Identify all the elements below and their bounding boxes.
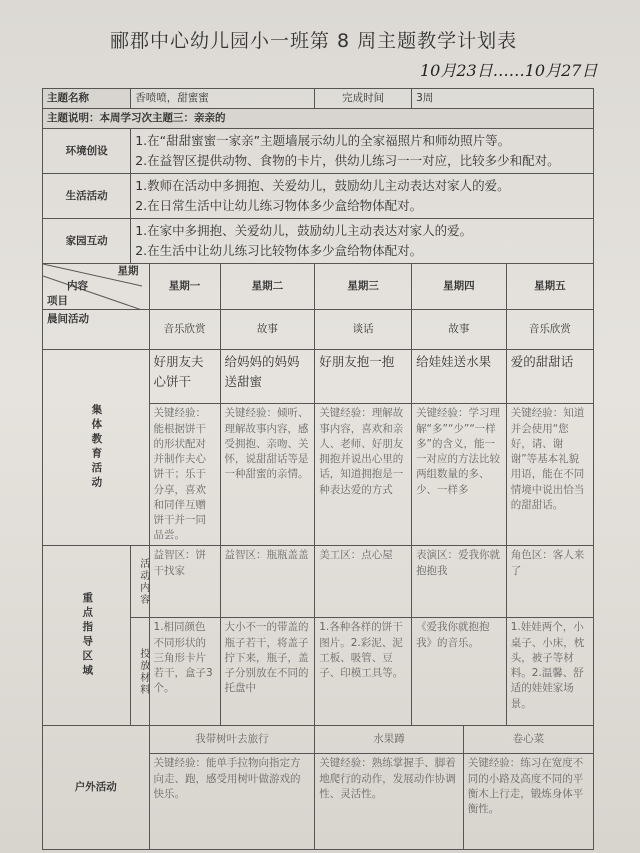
collective-title: 爱的甜甜话: [506, 350, 593, 404]
day-header: 星期一: [149, 264, 220, 310]
morning-item: 故事: [412, 310, 507, 350]
outdoor-name: 水果蹲: [315, 726, 463, 754]
outdoor-experience: 关键经验：熟练掌握手、脚着地爬行的动作，发展动作协调性、灵活性。: [315, 754, 463, 850]
diagonal-header: [43, 264, 150, 310]
theme-description: 主题说明：本周学习次主题三：亲亲的: [43, 109, 594, 129]
outdoor-label: 户外活动: [43, 726, 150, 850]
zone-material: 1.各种各样的饼干图片。2.彩泥、泥工板、吸管、豆子、印模工具等。: [315, 618, 412, 726]
outdoor-experience: 关键经验：能单手拉物向指定方向走、跑，感受用树叶做游戏的快乐。: [149, 754, 315, 850]
collective-experience: 关键经验：倾听、理解故事内容，感受拥抱、亲吻、关怀，说甜甜话等是一种甜蜜的亲情。: [220, 404, 315, 546]
collective-title: 给妈妈的妈妈送甜蜜: [220, 350, 315, 404]
theme-name-value: 香喷喷，甜蜜蜜: [131, 89, 315, 109]
morning-item: 音乐欣赏: [149, 310, 220, 350]
diag-item: 项目: [47, 295, 68, 308]
collective-experience: 关键经验：学习理解“多”“少”“一样多”的含义，能一一对应的方法比较两组数量的多、少、一样多: [412, 404, 507, 546]
collective-experience: 关键经验：理解故事内容，喜欢和亲人、老师、好朋友拥抱并说出心里的话，知道拥抱是一种表达爱的方式: [315, 404, 412, 546]
week-dates: 10月23日……10月27日: [420, 61, 598, 80]
zone-content: 角色区：客人来了: [506, 546, 593, 618]
env-label: 环境创设: [43, 129, 131, 174]
life-line: 1.教师在活动中多拥抱、关爱幼儿，鼓励幼儿主动表达对家人的爱。: [135, 178, 510, 194]
day-header: 星期四: [412, 264, 507, 310]
zone-material: 《爱我你就抱抱我》的音乐。: [412, 618, 507, 726]
plan-table: [42, 88, 594, 850]
collective-title: 给娃娃送水果: [412, 350, 507, 404]
zone-content: 表演区：爱我你就抱抱我: [412, 546, 507, 618]
life-line: 2.在日常生活中让幼儿练习物体多少盒给物体配对。: [135, 198, 423, 214]
home-label: 家园互动: [43, 219, 131, 264]
morning-item: 谈话: [315, 310, 412, 350]
env-content: [131, 129, 594, 174]
page-title: 郦郡中心幼儿园小一班第 8 周主题教学计划表: [110, 30, 518, 52]
morning-item: 音乐欣赏: [506, 310, 593, 350]
zones-material-label-cell: [131, 618, 149, 726]
time-label: 完成时间: [315, 89, 412, 109]
diag-weekday: 星期: [117, 265, 139, 278]
diag-content: 内容: [67, 280, 88, 293]
zones-label-cell: [43, 546, 131, 726]
zones-content-label: 活动内容: [137, 557, 149, 606]
home-content: [131, 219, 594, 264]
env-line: 2.在益智区提供动物、食物的卡片，供幼儿练习一一对应，比较多少和配对。: [135, 153, 560, 169]
collective-title: 好朋友夫心饼干: [149, 350, 220, 404]
theme-name-label: 主题名称: [43, 89, 131, 109]
outdoor-experience: 关键经验：练习在宽度不同的小路及高度不同的平衡木上行走，锻炼身体平衡性。: [463, 754, 593, 850]
zone-content: 美工区：点心屋: [315, 546, 412, 618]
life-content: [131, 174, 594, 219]
zone-content: 益智区：瓶瓶盖盖: [220, 546, 315, 618]
collective-experience: 关键经验：知道并会使用“您好，请、谢谢”等基本礼貌用语，能在不同情境中说出恰当的甜甜话。: [506, 404, 593, 546]
morning-item: 故事: [220, 310, 315, 350]
time-value: 3周: [412, 89, 594, 109]
zone-material: 1.相同颜色不同形状的三角形卡片若干，盒子3个。: [149, 618, 220, 726]
env-line: 1.在“甜甜蜜蜜一家亲”主题墙展示幼儿的全家福照片和师幼照片等。: [135, 133, 511, 149]
day-header: 星期五: [506, 264, 593, 310]
zones-label: 重点指导区域: [81, 592, 94, 680]
home-line: 2.在生活中让幼儿练习比较物体多少盒给物体配对。: [135, 243, 423, 259]
home-line: 1.在家中多拥抱、关爱幼儿，鼓励幼儿主动表达对家人的爱。: [135, 223, 473, 239]
collective-label-cell: [43, 350, 150, 546]
day-header: 星期二: [220, 264, 315, 310]
zone-content: 益智区：饼干找家: [149, 546, 220, 618]
outdoor-name: 卷心菜: [463, 726, 593, 754]
morning-label: 晨间活动: [43, 310, 150, 350]
outdoor-name: 我带树叶去旅行: [149, 726, 315, 754]
collective-experience: 关键经验：能根据饼干的形状配对并制作夫心饼干；乐于分享，喜欢和同伴互赠饼干并一同品尝。: [149, 404, 220, 546]
collective-title: 好朋友抱一抱: [315, 350, 412, 404]
collective-label: 集体教育活动: [90, 404, 103, 492]
zones-content-label-cell: [131, 546, 149, 618]
zone-material: 大小不一的带盖的瓶子若干，将盖子拧下来，瓶子，盖子分别放在不同的托盘中: [220, 618, 315, 726]
zones-material-label: 投放材料: [137, 647, 149, 696]
zone-material: 1.娃娃两个，小桌子、小床，枕头，被子等材料。2.温馨、舒适的娃娃家场景。: [506, 618, 593, 726]
life-label: 生活活动: [43, 174, 131, 219]
day-header: 星期三: [315, 264, 412, 310]
